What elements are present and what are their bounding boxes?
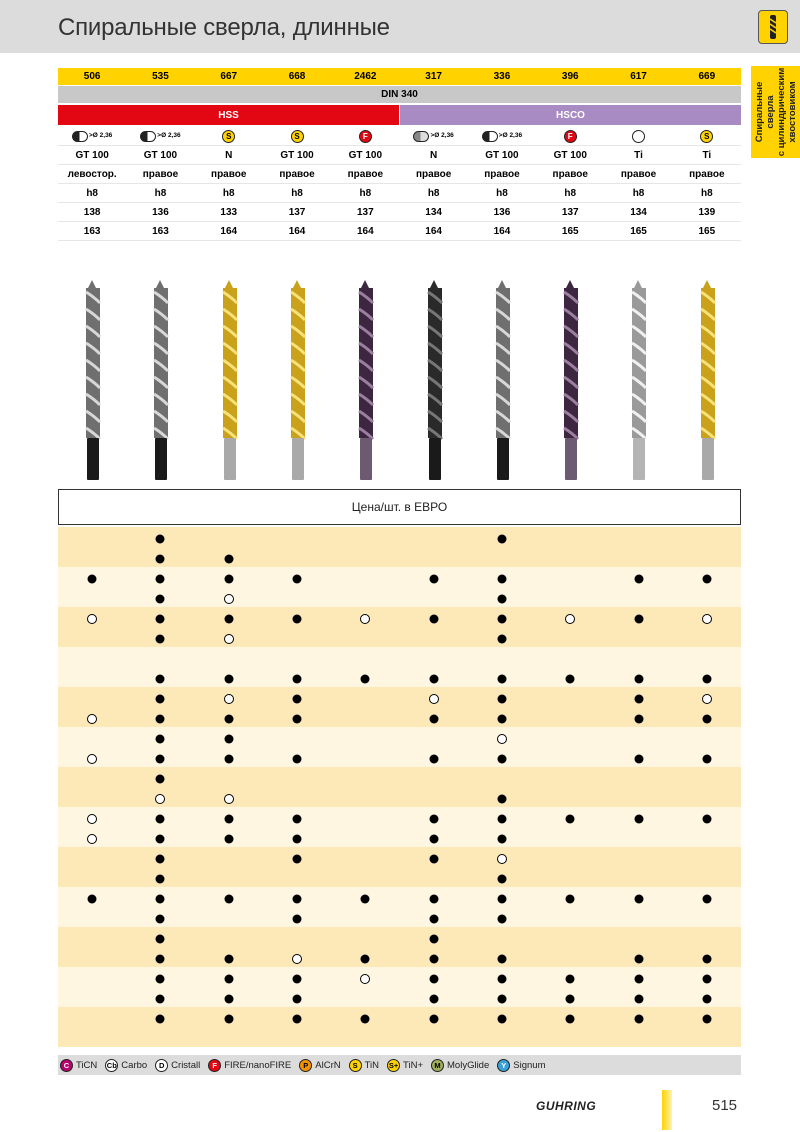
uncoated-icon — [632, 130, 645, 143]
availability-dot — [497, 1015, 506, 1024]
availability-dot — [156, 1015, 165, 1024]
availability-dot — [634, 975, 643, 984]
availability-dot — [497, 835, 506, 844]
tin-coating-icon: S — [700, 130, 713, 143]
drill-bit — [126, 270, 194, 485]
availability-dot — [497, 615, 506, 624]
section-tab-label: Спиральные сверла с цилиндрическим хвостовиком — [753, 67, 798, 157]
availability-dot — [224, 975, 233, 984]
availability-dot — [702, 975, 711, 984]
tool-type: N — [225, 149, 233, 161]
availability-dot — [156, 815, 165, 824]
cut-direction: левостор. — [67, 168, 117, 180]
coating-badge-icon: S+ — [388, 1060, 399, 1070]
availability-dot — [497, 875, 506, 884]
availability-dot — [224, 555, 233, 564]
availability-dot — [293, 835, 302, 844]
cut-direction: правое — [279, 168, 315, 180]
availability-dot — [156, 595, 165, 604]
availability-dot — [293, 855, 302, 864]
availability-dot — [634, 955, 643, 964]
coating-cell — [126, 127, 194, 145]
availability-dot — [224, 615, 233, 624]
tolerance: h8 — [564, 187, 577, 199]
spec-value-2: 164 — [220, 225, 238, 237]
tool-type: Ti — [634, 149, 643, 161]
tin-coating-icon: S — [291, 130, 304, 143]
legend-item — [497, 1059, 545, 1072]
availability-dot — [497, 595, 506, 604]
availability-dot — [702, 815, 711, 824]
availability-dot — [156, 635, 165, 644]
coating-legend — [58, 1055, 741, 1075]
availability-dot — [156, 995, 165, 1004]
legend-label: TiCN — [76, 1059, 98, 1071]
legend-label: AlCrN — [315, 1059, 341, 1071]
availability-dot — [156, 775, 165, 784]
availability-dot — [634, 695, 643, 704]
availability-dot — [156, 555, 165, 564]
availability-dot — [156, 535, 165, 544]
spec-value-2: 164 — [493, 225, 511, 237]
legend-item — [387, 1059, 423, 1072]
brand-logo: GUHRING — [536, 1099, 597, 1113]
spec-value-2: 165 — [698, 225, 716, 237]
availability-dot — [224, 735, 233, 744]
availability-dot — [224, 955, 233, 964]
availability-dot — [566, 895, 575, 904]
section-tab[interactable] — [751, 66, 800, 158]
availability-dot — [224, 575, 233, 584]
availability-dot — [429, 935, 438, 944]
tolerance: h8 — [427, 187, 440, 199]
availability-dot — [702, 995, 711, 1004]
material-row — [58, 105, 741, 125]
availability-dot — [293, 575, 302, 584]
article-number: 667 — [220, 71, 238, 82]
availability-dot — [497, 535, 506, 544]
spec-value-2: 165 — [561, 225, 579, 237]
tool-type: GT 100 — [143, 149, 178, 161]
availability-dot — [361, 895, 370, 904]
cut-direction: правое — [347, 168, 384, 180]
availability-dot — [429, 995, 438, 1004]
availability-dot — [429, 1015, 438, 1024]
availability-open-dot — [702, 694, 712, 704]
availability-dot — [634, 895, 643, 904]
drill-bit — [263, 270, 331, 485]
coating-badge-icon: P — [299, 1059, 312, 1072]
availability-dot — [634, 615, 643, 624]
drill-bit — [673, 270, 741, 485]
article-number: 317 — [425, 71, 442, 82]
availability-dot — [88, 575, 97, 584]
spec-value-1: 133 — [220, 206, 238, 218]
tolerance: h8 — [86, 187, 98, 199]
coating-cell — [604, 127, 672, 145]
availability-dot — [429, 815, 438, 824]
availability-dot — [361, 1015, 370, 1024]
cut-direction: правое — [484, 168, 520, 180]
availability-dot — [566, 995, 575, 1004]
availability-dot — [361, 955, 370, 964]
availability-open-dot — [497, 734, 507, 744]
coating-badge-icon: S — [349, 1059, 362, 1072]
availability-dot — [293, 675, 302, 684]
availability-dot — [497, 915, 506, 924]
coating-cell — [400, 127, 468, 145]
drill-bit — [468, 270, 536, 485]
coating-badge-icon: C — [60, 1059, 73, 1072]
drill-bit — [331, 270, 399, 485]
standard-row: DIN 340 — [58, 86, 741, 103]
legend-label: TiN+ — [403, 1059, 424, 1071]
availability-open-dot — [224, 694, 234, 704]
tool-type: Ti — [702, 149, 712, 161]
availability-dot — [429, 855, 438, 864]
availability-dot — [156, 935, 165, 944]
spec-value-1: 134 — [630, 206, 647, 218]
availability-dot — [156, 955, 165, 964]
availability-open-dot — [360, 974, 370, 984]
legend-label: TiN — [364, 1059, 380, 1071]
spec-value-1: 136 — [493, 206, 511, 218]
coating-cell — [468, 127, 536, 145]
footer-accent-bar — [662, 1090, 672, 1130]
availability-dot — [429, 895, 438, 904]
availability-dot — [429, 915, 438, 924]
availability-open-dot — [87, 754, 97, 764]
cutting-geometry-icon: >Ø 2,36 — [482, 131, 522, 142]
article-number: 336 — [493, 71, 511, 82]
availability-dot — [566, 975, 575, 984]
cut-direction: правое — [620, 168, 657, 180]
spec-value-1: 134 — [425, 206, 442, 218]
spec-value-2: 163 — [152, 225, 169, 237]
availability-dot — [293, 715, 302, 724]
availability-dot — [497, 975, 506, 984]
tolerance: h8 — [359, 187, 372, 199]
tool-type: GT 100 — [485, 149, 519, 161]
coating-cell — [263, 127, 331, 145]
coating-badge-icon: F — [208, 1059, 221, 1072]
availability-dot — [497, 815, 506, 824]
availability-dot — [224, 715, 233, 724]
direction-row — [58, 165, 741, 184]
availability-dot — [156, 615, 165, 624]
availability-dot — [429, 615, 438, 624]
availability-dot — [156, 895, 165, 904]
availability-open-dot — [87, 834, 97, 844]
availability-dot — [634, 1015, 643, 1024]
availability-dot — [361, 675, 370, 684]
fire-coating-icon: F — [359, 130, 372, 143]
cut-direction: правое — [689, 168, 725, 180]
tool-type: N — [430, 149, 438, 161]
tool-type: GT 100 — [280, 149, 314, 161]
page-title: Спиральные сверла, длинные — [58, 14, 390, 41]
availability-dot — [156, 755, 165, 764]
coating-badge-icon: Y — [497, 1059, 510, 1072]
coating-badge-icon: M — [431, 1059, 444, 1072]
availability-dot — [497, 795, 506, 804]
availability-dot — [156, 855, 165, 864]
availability-dot — [702, 955, 711, 964]
legend-label: MolyGlide — [447, 1059, 490, 1071]
availability-dot — [497, 955, 506, 964]
article-number: 668 — [288, 71, 306, 82]
drill-bit — [604, 270, 672, 485]
spec-value-2: 164 — [356, 225, 374, 237]
availability-dot — [497, 895, 506, 904]
page-header — [0, 0, 800, 53]
availability-dot — [429, 675, 438, 684]
tool-type: GT 100 — [348, 149, 383, 161]
availability-open-dot — [497, 854, 507, 864]
availability-open-dot — [87, 714, 97, 724]
legend-label: FIRE/nanoFIRE — [224, 1059, 292, 1071]
availability-dot — [224, 815, 233, 824]
availability-dot — [224, 1015, 233, 1024]
availability-dot — [156, 915, 165, 924]
material-hss: HSS — [58, 105, 399, 125]
tolerance: h8 — [701, 187, 713, 199]
article-number: 617 — [630, 71, 647, 82]
availability-dot — [293, 1015, 302, 1024]
spec-value-1: 137 — [356, 206, 374, 218]
availability-dot — [156, 875, 165, 884]
cut-direction: правое — [552, 168, 588, 180]
cut-direction: правое — [415, 168, 452, 180]
fire-coating-icon: F — [564, 130, 577, 143]
drill-bit — [195, 270, 263, 485]
availability-dot — [497, 675, 506, 684]
availability-dot — [156, 715, 165, 724]
drill-bit — [536, 270, 604, 485]
cutting-geometry-icon: >Ø 2,36 — [72, 131, 112, 142]
drill-images — [58, 270, 741, 485]
availability-dot — [293, 915, 302, 924]
coating-badge-icon: D — [155, 1059, 168, 1072]
availability-open-dot — [87, 614, 97, 624]
availability-dot — [429, 835, 438, 844]
availability-dot — [634, 675, 643, 684]
spec-row-2 — [58, 222, 741, 241]
tin-coating-icon: S — [222, 130, 235, 143]
availability-dot — [293, 975, 302, 984]
article-number: 396 — [561, 71, 579, 82]
spec-row-1 — [58, 203, 741, 222]
availability-open-dot — [224, 794, 234, 804]
availability-dot — [497, 695, 506, 704]
tolerance: h8 — [632, 187, 645, 199]
availability-dot — [293, 615, 302, 624]
availability-dot — [293, 695, 302, 704]
availability-dot — [293, 815, 302, 824]
availability-dot — [497, 755, 506, 764]
availability-dot — [156, 975, 165, 984]
availability-dot — [429, 955, 438, 964]
legend-label: Cristall — [171, 1059, 201, 1071]
coating-cell — [58, 127, 126, 145]
spec-value-1: 138 — [83, 206, 101, 218]
article-number: 506 — [83, 71, 101, 82]
availability-dot — [566, 675, 575, 684]
spec-value-1: 137 — [288, 206, 306, 218]
legend-label: Carbo — [121, 1059, 148, 1071]
drill-bit — [400, 270, 468, 485]
availability-open-dot — [292, 954, 302, 964]
availability-dot — [702, 575, 711, 584]
legend-item — [299, 1059, 340, 1072]
article-number: 669 — [698, 71, 716, 82]
spec-value-2: 164 — [425, 225, 442, 237]
availability-dot — [156, 735, 165, 744]
tool-type: GT 100 — [75, 149, 109, 161]
availability-dot — [293, 895, 302, 904]
spec-value-2: 163 — [83, 225, 101, 237]
availability-dot — [497, 575, 506, 584]
coating-badge-icon: Cb — [106, 1060, 117, 1070]
availability-dot — [634, 755, 643, 764]
availability-dot — [224, 835, 233, 844]
tolerance-row — [58, 184, 741, 203]
availability-open-dot — [429, 694, 439, 704]
availability-dot — [156, 695, 165, 704]
availability-dot — [224, 675, 233, 684]
drill-bit — [58, 270, 126, 485]
availability-dot — [566, 815, 575, 824]
availability-dot — [634, 995, 643, 1004]
availability-open-dot — [702, 614, 712, 624]
availability-dot — [497, 635, 506, 644]
availability-dot — [634, 815, 643, 824]
coating-cell — [673, 127, 741, 145]
availability-dot — [634, 575, 643, 584]
availability-open-dot — [224, 634, 234, 644]
availability-dot — [429, 755, 438, 764]
drill-icon — [758, 10, 788, 44]
availability-dot — [702, 895, 711, 904]
availability-dot — [702, 1015, 711, 1024]
type-row — [58, 146, 741, 165]
availability-open-dot — [87, 814, 97, 824]
availability-dot — [429, 575, 438, 584]
size-band — [58, 1007, 741, 1047]
article-number: 535 — [152, 71, 169, 82]
coating-cell — [331, 127, 399, 145]
spec-value-1: 137 — [561, 206, 579, 218]
availability-dot — [702, 715, 711, 724]
coating-cell — [536, 127, 604, 145]
availability-dot — [634, 715, 643, 724]
availability-dot — [429, 715, 438, 724]
spec-value-2: 165 — [630, 225, 647, 237]
price-header: Цена/шт. в ЕВРО — [58, 489, 741, 525]
availability-open-dot — [565, 614, 575, 624]
availability-dot — [497, 715, 506, 724]
legend-item — [105, 1059, 147, 1072]
availability-dot — [224, 995, 233, 1004]
cut-direction: правое — [142, 168, 179, 180]
availability-dot — [293, 995, 302, 1004]
tolerance: h8 — [496, 187, 508, 199]
availability-dot — [566, 1015, 575, 1024]
availability-dot — [88, 895, 97, 904]
availability-dot — [156, 835, 165, 844]
availability-dot — [156, 675, 165, 684]
availability-dot — [156, 575, 165, 584]
spec-value-1: 139 — [698, 206, 716, 218]
availability-open-dot — [224, 594, 234, 604]
legend-label: Signum — [513, 1059, 546, 1071]
availability-dot — [702, 675, 711, 684]
legend-item — [208, 1059, 291, 1072]
legend-item — [60, 1059, 97, 1072]
cutting-geometry-icon: >Ø 2,36 — [140, 131, 180, 142]
legend-item — [431, 1059, 489, 1072]
tolerance: h8 — [222, 187, 235, 199]
legend-item — [349, 1059, 379, 1072]
availability-dot — [224, 755, 233, 764]
material-hsco: HSCO — [400, 105, 741, 125]
availability-dot — [429, 975, 438, 984]
tool-type: GT 100 — [553, 149, 587, 161]
page-number: 515 — [712, 1097, 738, 1114]
availability-dot — [224, 895, 233, 904]
availability-dot — [497, 995, 506, 1004]
cut-direction: правое — [211, 168, 247, 180]
availability-grid — [58, 527, 741, 1047]
spec-value-1: 136 — [152, 206, 169, 218]
legend-item — [155, 1059, 200, 1072]
coating-cell — [195, 127, 263, 145]
coating-icon-row — [58, 127, 741, 146]
availability-open-dot — [155, 794, 165, 804]
cutting-geometry-icon: >Ø 2,36 — [413, 131, 453, 142]
tolerance: h8 — [154, 187, 167, 199]
tolerance: h8 — [291, 187, 303, 199]
availability-dot — [702, 755, 711, 764]
spec-value-2: 164 — [288, 225, 306, 237]
availability-open-dot — [360, 614, 370, 624]
article-number-row — [58, 68, 741, 85]
availability-dot — [293, 755, 302, 764]
article-number: 2462 — [354, 71, 377, 82]
